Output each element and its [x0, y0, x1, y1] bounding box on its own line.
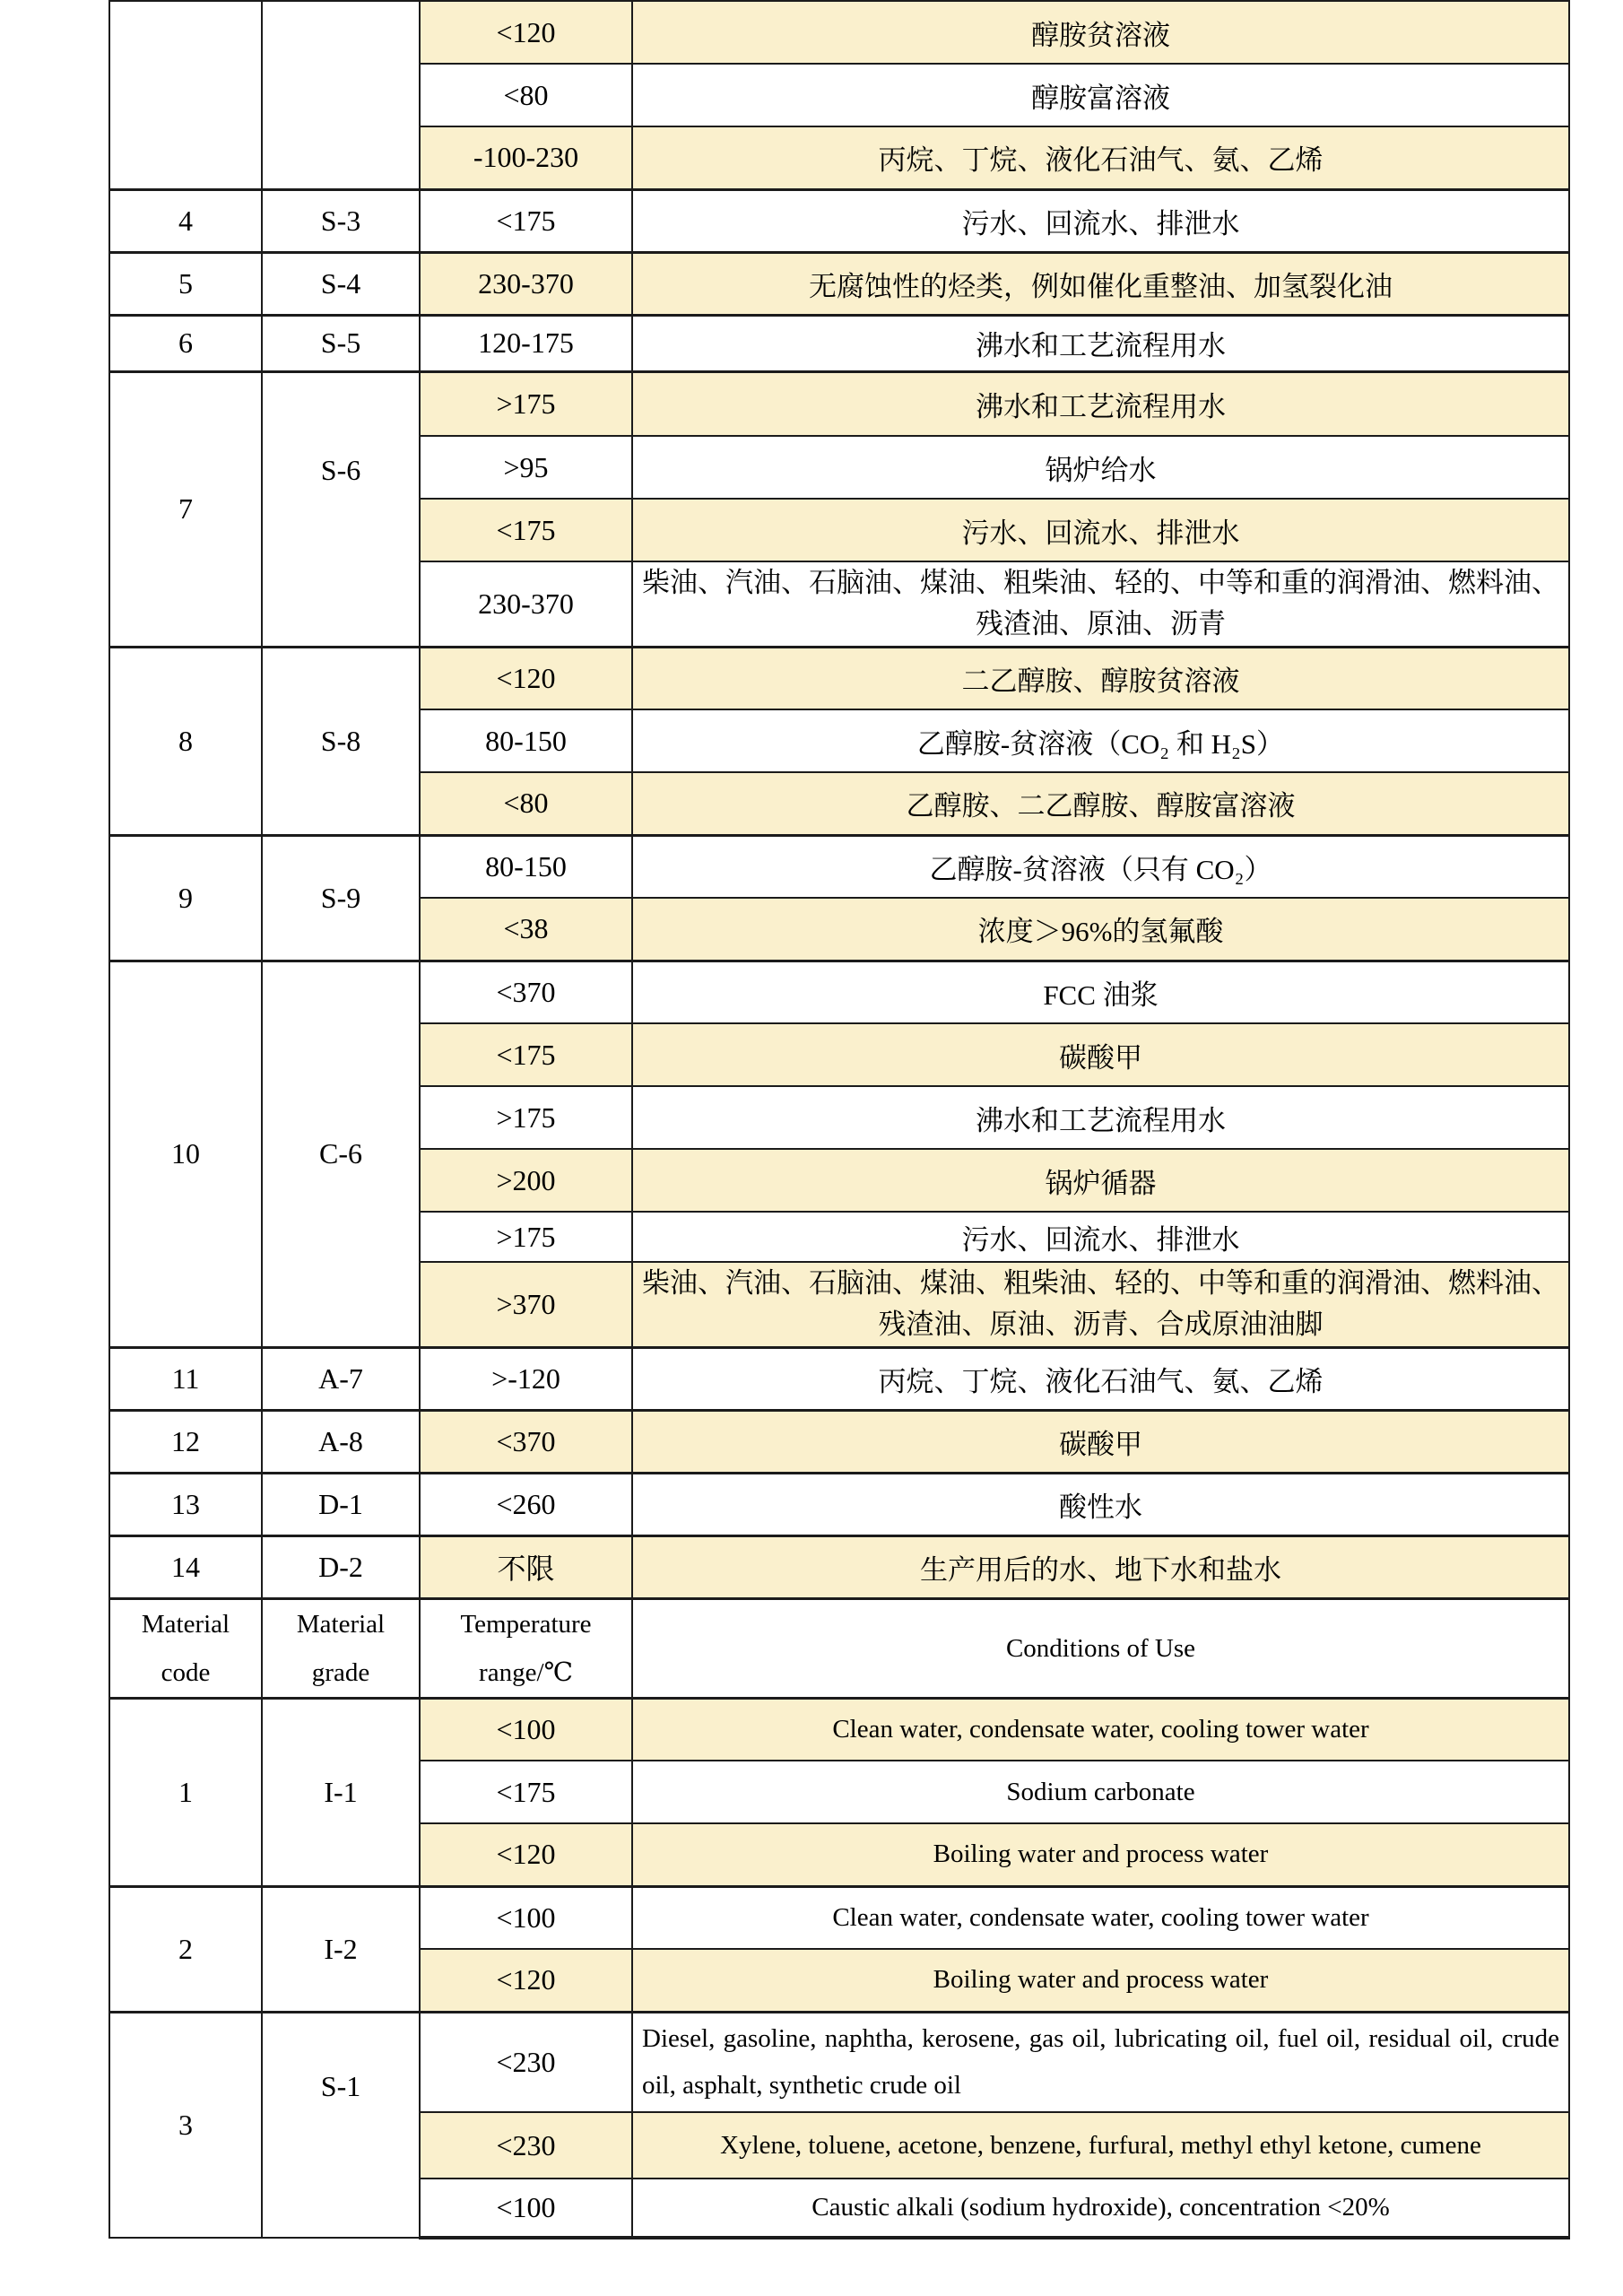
cell-temp-range: <120: [420, 1949, 632, 2012]
header-material-grade: Material grade: [262, 1598, 420, 1698]
cell-temp-range: >175: [420, 1086, 632, 1149]
cell-conditions: 酸性水: [632, 1473, 1569, 1535]
cell-material-grade: I-1: [262, 1698, 420, 1886]
cell-conditions: 污水、回流水、排泄水: [632, 1212, 1569, 1262]
cell-temp-range: >370: [420, 1262, 632, 1347]
cell-temp-range: <260: [420, 1473, 632, 1535]
cell-material-grade: S-4: [262, 252, 420, 315]
cell-conditions: Caustic alkali (sodium hydroxide), concentration <20%: [632, 2179, 1569, 2238]
cell-temp-range: <80: [420, 772, 632, 835]
cell-conditions: 锅炉给水: [632, 436, 1569, 499]
cell-material-grade: A-7: [262, 1347, 420, 1410]
cell-conditions: 丙烷、丁烷、液化石油气、氨、乙烯: [632, 1347, 1569, 1410]
cell-temp-range: <120: [420, 1823, 632, 1886]
cell-material-grade: [262, 1, 420, 189]
cell-material-grade: C-6: [262, 961, 420, 1347]
cell-conditions: 柴油、汽油、石脑油、煤油、粗柴油、轻的、中等和重的润滑油、燃料油、残渣油、原油、沥青、合成原油油脚: [632, 1262, 1569, 1347]
cell-temp-range: 80-150: [420, 709, 632, 772]
cell-temp-range: <370: [420, 961, 632, 1023]
cell-conditions: Boiling water and process water: [632, 1823, 1569, 1886]
cell-temp-range: >175: [420, 371, 632, 436]
cell-material-code: 2: [109, 1886, 262, 2012]
cell-temp-range: 230-370: [420, 252, 632, 315]
cell-conditions: 碳酸甲: [632, 1410, 1569, 1473]
cell-temp-range: <100: [420, 2179, 632, 2238]
cell-conditions: Sodium carbonate: [632, 1761, 1569, 1823]
cell-conditions: 沸水和工艺流程用水: [632, 371, 1569, 436]
cell-material-grade: S-8: [262, 647, 420, 835]
cell-temp-range: -100-230: [420, 126, 632, 189]
cell-temp-range: <80: [420, 64, 632, 126]
material-conditions-table: [108, 0, 1570, 2239]
header-material-code: Material code: [109, 1598, 262, 1698]
cell-material-code: 13: [109, 1473, 262, 1535]
cell-material-code: 10: [109, 961, 262, 1347]
header-conditions-of-use: Conditions of Use: [632, 1598, 1569, 1698]
cell-conditions: Diesel, gasoline, naphtha, kerosene, gas oil, lubricating oil, fuel oil, residual oil, crude oil, asphalt, synthetic crude oil: [632, 2012, 1569, 2112]
cell-conditions: 碳酸甲: [632, 1023, 1569, 1086]
cell-material-code: 14: [109, 1535, 262, 1598]
cell-temp-range: <120: [420, 647, 632, 709]
cell-conditions: 醇胺贫溶液: [632, 1, 1569, 64]
cell-conditions: FCC 油浆: [632, 961, 1569, 1023]
cell-conditions: Boiling water and process water: [632, 1949, 1569, 2012]
cell-temp-range: 不限: [420, 1535, 632, 1598]
cell-conditions: 二乙醇胺、醇胺贫溶液: [632, 647, 1569, 709]
cell-conditions: 醇胺富溶液: [632, 64, 1569, 126]
cell-temp-range: <100: [420, 1698, 632, 1761]
cell-temp-range: <175: [420, 1761, 632, 1823]
cell-material-grade: [262, 2012, 420, 2238]
cell-material-code: 7: [109, 371, 262, 647]
cell-temp-range: <38: [420, 898, 632, 961]
cell-conditions: 污水、回流水、排泄水: [632, 189, 1569, 252]
cell-conditions: 柴油、汽油、石脑油、煤油、粗柴油、轻的、中等和重的润滑油、燃料油、残渣油、原油、沥青: [632, 561, 1569, 647]
cell-material-code: 11: [109, 1347, 262, 1410]
cell-conditions: 锅炉循器: [632, 1149, 1569, 1212]
cell-material-code: 6: [109, 315, 262, 371]
cell-temp-range: <175: [420, 499, 632, 561]
grade-text: S-1: [320, 2069, 361, 2102]
cell-material-grade: S-3: [262, 189, 420, 252]
cell-material-code: 8: [109, 647, 262, 835]
cell-temp-range: >95: [420, 436, 632, 499]
grade-text: S-6: [320, 454, 361, 486]
cell-temp-range: <230: [420, 2012, 632, 2112]
cell-temp-range: 80-150: [420, 835, 632, 898]
cell-conditions: 沸水和工艺流程用水: [632, 315, 1569, 371]
cell-material-grade: D-2: [262, 1535, 420, 1598]
cell-material-code: 9: [109, 835, 262, 961]
cell-conditions: 沸水和工艺流程用水: [632, 1086, 1569, 1149]
cell-conditions: Xylene, toluene, acetone, benzene, furfural, methyl ethyl ketone, cumene: [632, 2112, 1569, 2179]
cell-conditions: 无腐蚀性的烃类，例如催化重整油、加氢裂化油: [632, 252, 1569, 315]
cell-material-grade: D-1: [262, 1473, 420, 1535]
cell-conditions: 污水、回流水、排泄水: [632, 499, 1569, 561]
cell-temp-range: <230: [420, 2112, 632, 2179]
cell-temp-range: <175: [420, 1023, 632, 1086]
cell-temp-range: <100: [420, 1886, 632, 1949]
cell-temp-range: 230-370: [420, 561, 632, 647]
cell-temp-range: <120: [420, 1, 632, 64]
cell-conditions: 浓度＞96%的氢氟酸: [632, 898, 1569, 961]
cell-material-code: [109, 1, 262, 189]
cell-material-code: 1: [109, 1698, 262, 1886]
cell-material-grade: S-9: [262, 835, 420, 961]
cell-material-grade: I-2: [262, 1886, 420, 2012]
cell-material-code: 3: [109, 2012, 262, 2238]
cell-conditions: 生产用后的水、地下水和盐水: [632, 1535, 1569, 1598]
cell-conditions: Clean water, condensate water, cooling tower water: [632, 1886, 1569, 1949]
cell-material-grade: A-8: [262, 1410, 420, 1473]
cell-temp-range: <370: [420, 1410, 632, 1473]
cell-conditions: 乙醇胺、二乙醇胺、醇胺富溶液: [632, 772, 1569, 835]
cell-material-grade: [262, 371, 420, 647]
cell-temp-range: 120-175: [420, 315, 632, 371]
header-temperature-range: Temperature range/℃: [420, 1598, 632, 1698]
cell-conditions: 乙醇胺-贫溶液（CO₂ 和 H₂S）: [632, 709, 1569, 772]
cell-conditions: Clean water, condensate water, cooling tower water: [632, 1698, 1569, 1761]
cell-temp-range: >200: [420, 1149, 632, 1212]
cell-material-code: 4: [109, 189, 262, 252]
cell-temp-range: >175: [420, 1212, 632, 1262]
cell-conditions: 丙烷、丁烷、液化石油气、氨、乙烯: [632, 126, 1569, 189]
cell-temp-range: <175: [420, 189, 632, 252]
cell-material-grade: S-5: [262, 315, 420, 371]
cell-material-code: 5: [109, 252, 262, 315]
cell-conditions: 乙醇胺-贫溶液（只有 CO₂）: [632, 835, 1569, 898]
cell-material-code: 12: [109, 1410, 262, 1473]
cell-temp-range: >-120: [420, 1347, 632, 1410]
